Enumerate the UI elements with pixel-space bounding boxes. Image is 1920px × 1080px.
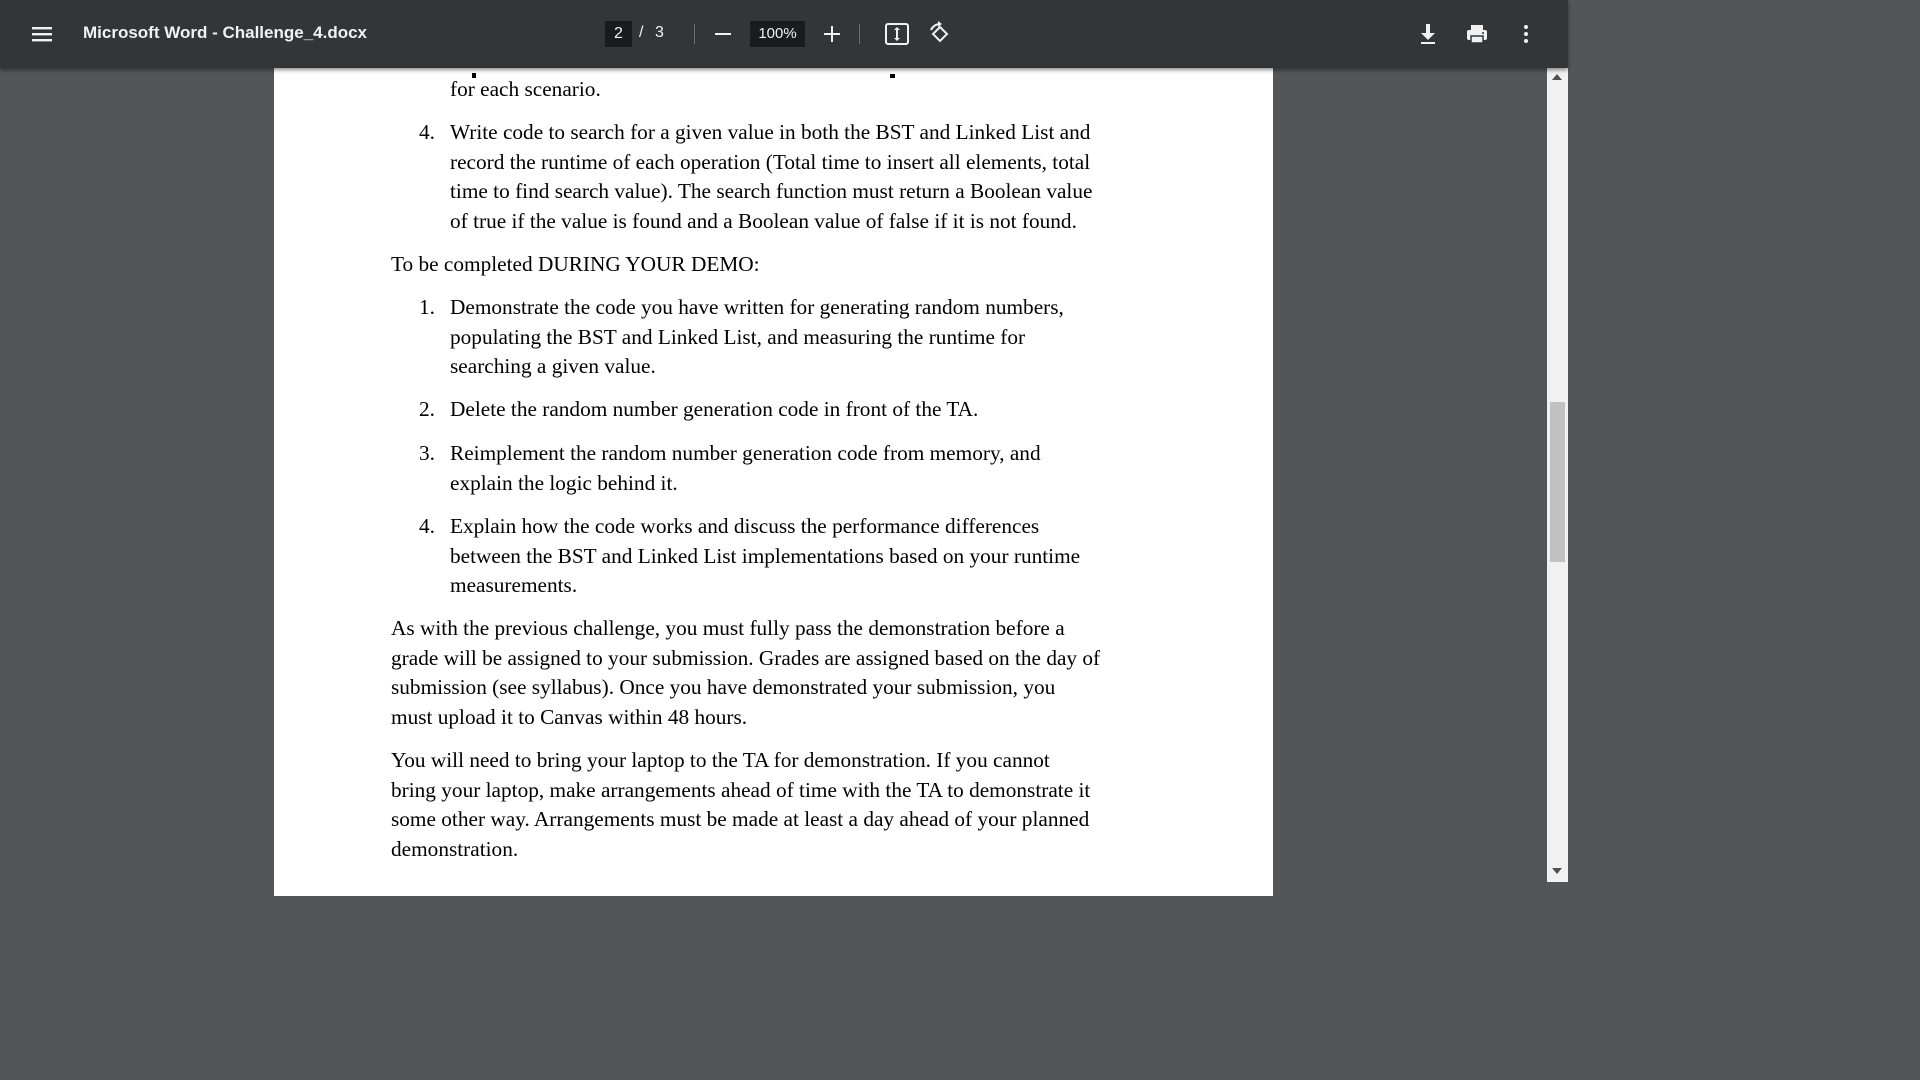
paragraph: [391, 614, 1171, 732]
scroll-up-arrow-icon[interactable]: [1552, 74, 1562, 80]
more-vertical-icon: [1514, 21, 1538, 47]
paragraph-line: bring your laptop, make arrangements ahead of time with the TA to demonstrate it: [391, 777, 1091, 802]
list-item-line: measurements.: [450, 573, 578, 597]
print-icon: [1464, 21, 1490, 47]
toolbar-divider: [694, 24, 695, 44]
list-item-line: explain the logic behind it.: [450, 470, 678, 495]
paragraph-line: As with the previous challenge, you must fully pass the demonstration before a: [391, 616, 1065, 640]
paragraph-line: must upload it to Canvas within 48 hours.: [391, 704, 748, 729]
hamburger-menu-icon[interactable]: [28, 22, 56, 46]
plus-icon: [820, 22, 844, 46]
paragraph-line: You will need to bring your laptop to the TA for demonstration. If you cannot: [391, 748, 1050, 772]
zoom-in-button[interactable]: [820, 22, 844, 46]
download-button[interactable]: [1416, 21, 1440, 47]
list-item-line: Reimplement the random number generation code from memory, and: [450, 441, 1041, 465]
list-item-number: 1.: [419, 295, 435, 319]
vertical-scrollbar[interactable]: [1547, 68, 1568, 882]
toolbar-divider: [859, 24, 860, 44]
pdf-toolbar: [0, 0, 1568, 68]
paragraph-line: some other way. Arrangements must be made at least a day ahead of your planned: [391, 807, 1090, 831]
paragraph-line: demonstration.: [391, 836, 519, 861]
page-separator: /: [639, 24, 644, 41]
rotate-counterclockwise-icon: [927, 21, 953, 47]
document-title: Microsoft Word - Challenge_4.docx: [83, 23, 368, 42]
list-item-line: Demonstrate the code you have written for generating random numbers,: [450, 295, 1064, 319]
list-item-number: 4.: [419, 514, 435, 538]
fragment-line: for each scenario.: [450, 77, 601, 101]
list-item-number: 3.: [419, 441, 435, 465]
zoom-level-input[interactable]: 100%: [750, 21, 805, 47]
current-page-input[interactable]: 2: [605, 21, 632, 47]
fit-to-page-button[interactable]: [884, 22, 910, 46]
minus-icon: [711, 22, 735, 46]
list-item-line: between the BST and Linked List implementations based on your runtime: [450, 543, 1081, 568]
fit-to-page-icon: [884, 22, 910, 46]
print-button[interactable]: [1464, 21, 1490, 47]
list-item-line: Write code to search for a given value in both the BST and Linked List and: [450, 120, 1091, 144]
list-item-line: Explain how the code works and discuss the performance differences: [450, 514, 1040, 538]
total-pages: 3: [655, 24, 664, 41]
list-item-line: time to find search value). The search function must return a Boolean value: [450, 179, 1093, 203]
rotate-button[interactable]: [927, 21, 953, 47]
list-item-number: 2.: [419, 397, 435, 421]
more-options-button[interactable]: [1514, 21, 1538, 47]
list-item-line: of true if the value is found and a Boolean value of false if it is not found.: [450, 208, 1077, 233]
list-item-line: searching a given value.: [450, 354, 656, 378]
list-item-number: 4.: [419, 120, 435, 144]
scroll-down-arrow-icon[interactable]: [1552, 868, 1562, 874]
list-item-line: record the runtime of each operation (Total time to insert all elements, total: [450, 149, 1091, 174]
demo-heading: To be completed DURING YOUR DEMO:: [391, 252, 760, 276]
zoom-out-button[interactable]: [711, 22, 735, 46]
paragraph: [391, 746, 1171, 864]
scrollbar-thumb[interactable]: [1550, 402, 1565, 562]
pdf-page: [274, 56, 1273, 896]
list-item-line: Delete the random number generation code in front of the TA.: [450, 397, 979, 421]
paragraph-line: submission (see syllabus). Once you have demonstrated your submission, you: [391, 675, 1056, 699]
download-icon: [1416, 21, 1440, 47]
list-item-line: populating the BST and Linked List, and measuring the runtime for: [450, 324, 1026, 349]
paragraph-line: grade will be assigned to your submission. Grades are assigned based on the day of: [391, 645, 1101, 670]
